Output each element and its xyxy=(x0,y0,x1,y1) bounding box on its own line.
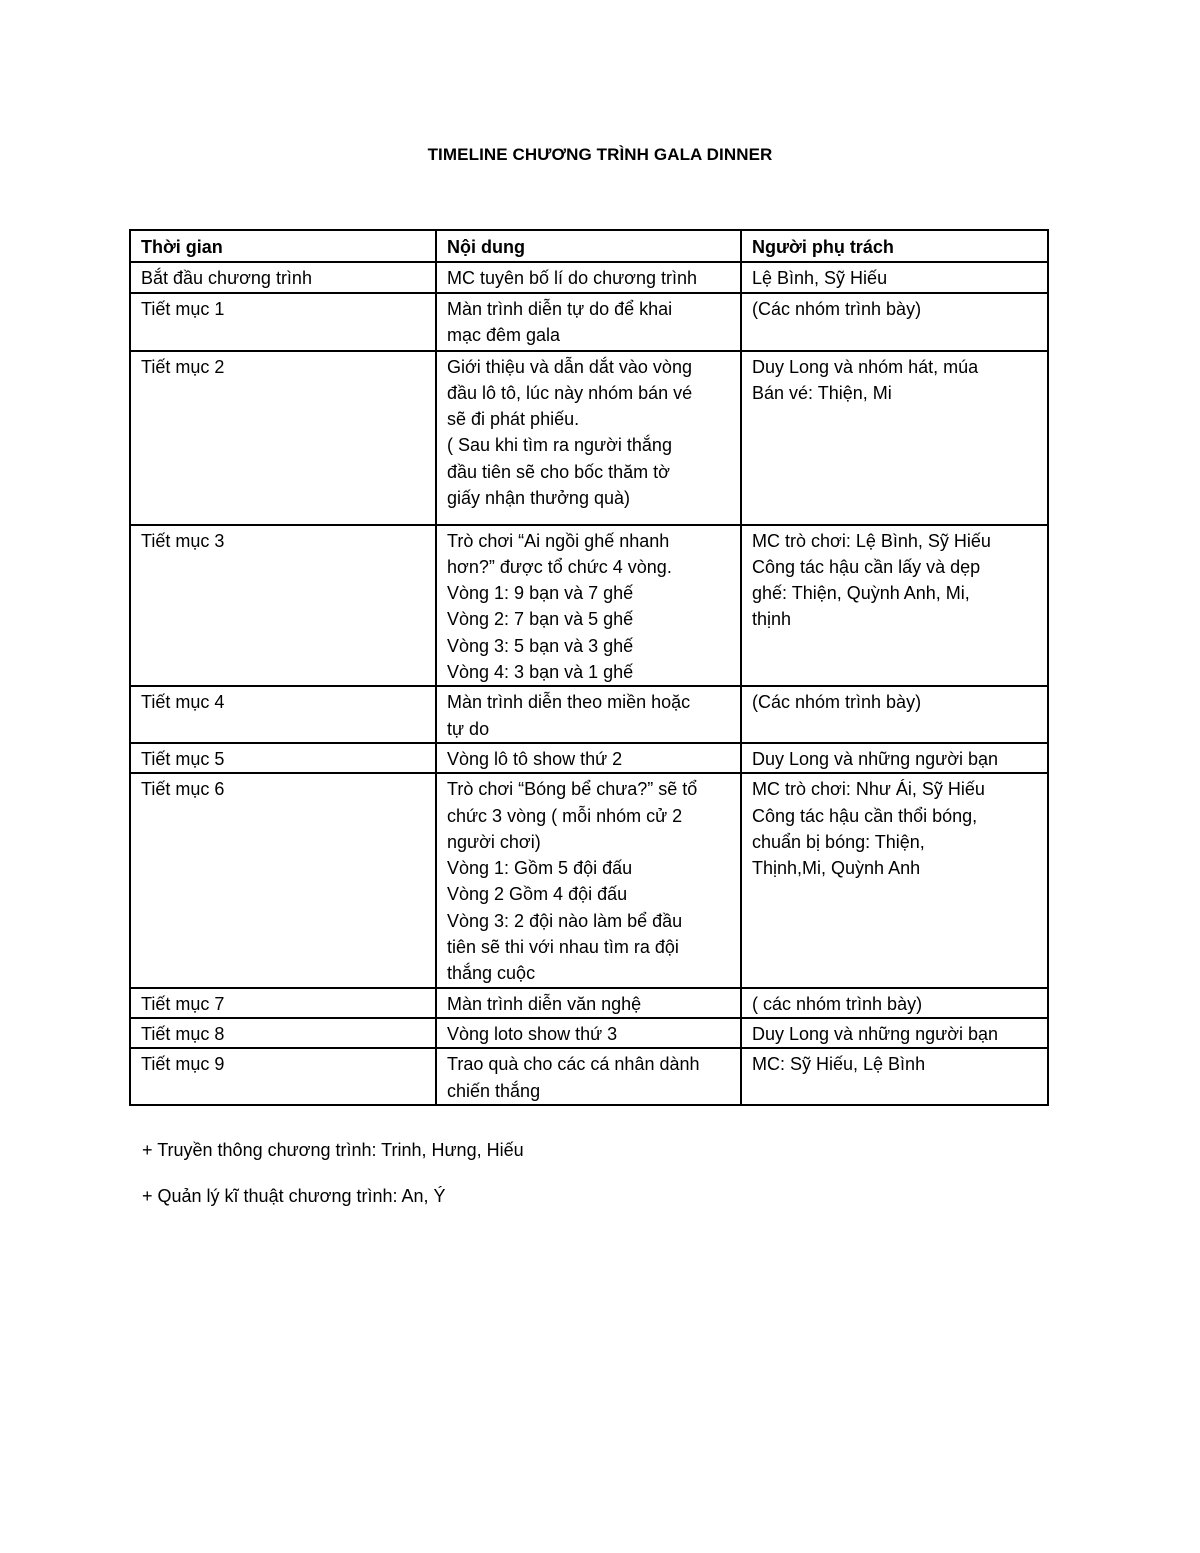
cell-content: Trò chơi “Bóng bể chưa?” sẽ tổ chức 3 vòng ( mỗi nhóm cử 2 người chơi) Vòng 1: Gồm 5 đội đấu Vòng 2 Gồm 4 đội đấu Vòng 3: 2 đội nào làm bể đầu tiên sẽ thi với nhau tìm ra đội thắng cuộc xyxy=(436,773,741,987)
cell-time: Tiết mục 8 xyxy=(130,1018,436,1048)
table-row xyxy=(130,525,1048,687)
cell-time: Tiết mục 9 xyxy=(130,1048,436,1105)
cell-time: Bắt đầu chương trình xyxy=(130,262,436,292)
cell-time: Tiết mục 4 xyxy=(130,686,436,743)
table-row xyxy=(130,293,1048,351)
table-header-row xyxy=(130,230,1048,262)
header-time: Thời gian xyxy=(130,230,436,262)
cell-time: Tiết mục 6 xyxy=(130,773,436,987)
table-row xyxy=(130,686,1048,743)
cell-time: Tiết mục 2 xyxy=(130,351,436,525)
page-title: TIMELINE CHƯƠNG TRÌNH GALA DINNER xyxy=(427,145,773,164)
cell-content: Màn trình diễn tự do để khai mạc đêm gala xyxy=(436,293,741,351)
timeline-table xyxy=(129,229,1049,1106)
cell-person: MC trò chơi: Lệ Bình, Sỹ Hiếu Công tác hậu cần lấy và dẹp ghế: Thiện, Quỳnh Anh, Mi, thịnh xyxy=(741,525,1048,687)
cell-person: Duy Long và những người bạn xyxy=(741,1018,1048,1048)
table-row xyxy=(130,1018,1048,1048)
table-row xyxy=(130,262,1048,292)
cell-person: Duy Long và nhóm hát, múa Bán vé: Thiện, Mi xyxy=(741,351,1048,525)
cell-content: MC tuyên bố lí do chương trình xyxy=(436,262,741,292)
cell-content: Vòng lô tô show thứ 2 xyxy=(436,743,741,773)
cell-content: Trao quà cho các cá nhân dành chiến thắng xyxy=(436,1048,741,1105)
table-row xyxy=(130,1048,1048,1105)
cell-person: ( các nhóm trình bày) xyxy=(741,988,1048,1018)
table-row xyxy=(130,988,1048,1018)
cell-person: Duy Long và những người bạn xyxy=(741,743,1048,773)
table-row xyxy=(130,743,1048,773)
cell-person: (Các nhóm trình bày) xyxy=(741,686,1048,743)
cell-person: MC trò chơi: Như Ái, Sỹ Hiếu Công tác hậu cần thổi bóng, chuẩn bị bóng: Thiện, Thịnh,Mi, Quỳnh Anh xyxy=(741,773,1048,987)
cell-time: Tiết mục 3 xyxy=(130,525,436,687)
cell-content: Vòng loto show thứ 3 xyxy=(436,1018,741,1048)
cell-person: (Các nhóm trình bày) xyxy=(741,293,1048,351)
cell-content: Màn trình diễn theo miền hoặc tự do xyxy=(436,686,741,743)
cell-time: Tiết mục 1 xyxy=(130,293,436,351)
header-person: Người phụ trách xyxy=(741,230,1048,262)
table-row xyxy=(130,351,1048,525)
cell-person: MC: Sỹ Hiếu, Lệ Bình xyxy=(741,1048,1048,1105)
cell-content: Giới thiệu và dẫn dắt vào vòng đầu lô tô, lúc này nhóm bán vé sẽ đi phát phiếu. ( Sau khi tìm ra người thắng đầu tiên sẽ cho bốc thăm tờ giấy nhận thưởng quà) xyxy=(436,351,741,525)
cell-person: Lệ Bình, Sỹ Hiếu xyxy=(741,262,1048,292)
cell-content: Trò chơi “Ai ngồi ghế nhanh hơn?” được tổ chức 4 vòng. Vòng 1: 9 bạn và 7 ghế Vòng 2: 7 bạn và 5 ghế Vòng 3: 5 bạn và 3 ghế Vòng 4: 3 bạn và 1 ghế xyxy=(436,525,741,687)
table-row xyxy=(130,773,1048,987)
cell-content: Màn trình diễn văn nghệ xyxy=(436,988,741,1018)
note-technical: + Quản lý kĩ thuật chương trình: An, Ý xyxy=(142,1186,446,1206)
header-content: Nội dung xyxy=(436,230,741,262)
cell-time: Tiết mục 7 xyxy=(130,988,436,1018)
cell-time: Tiết mục 5 xyxy=(130,743,436,773)
note-media: + Truyền thông chương trình: Trinh, Hưng, Hiếu xyxy=(142,1140,524,1160)
